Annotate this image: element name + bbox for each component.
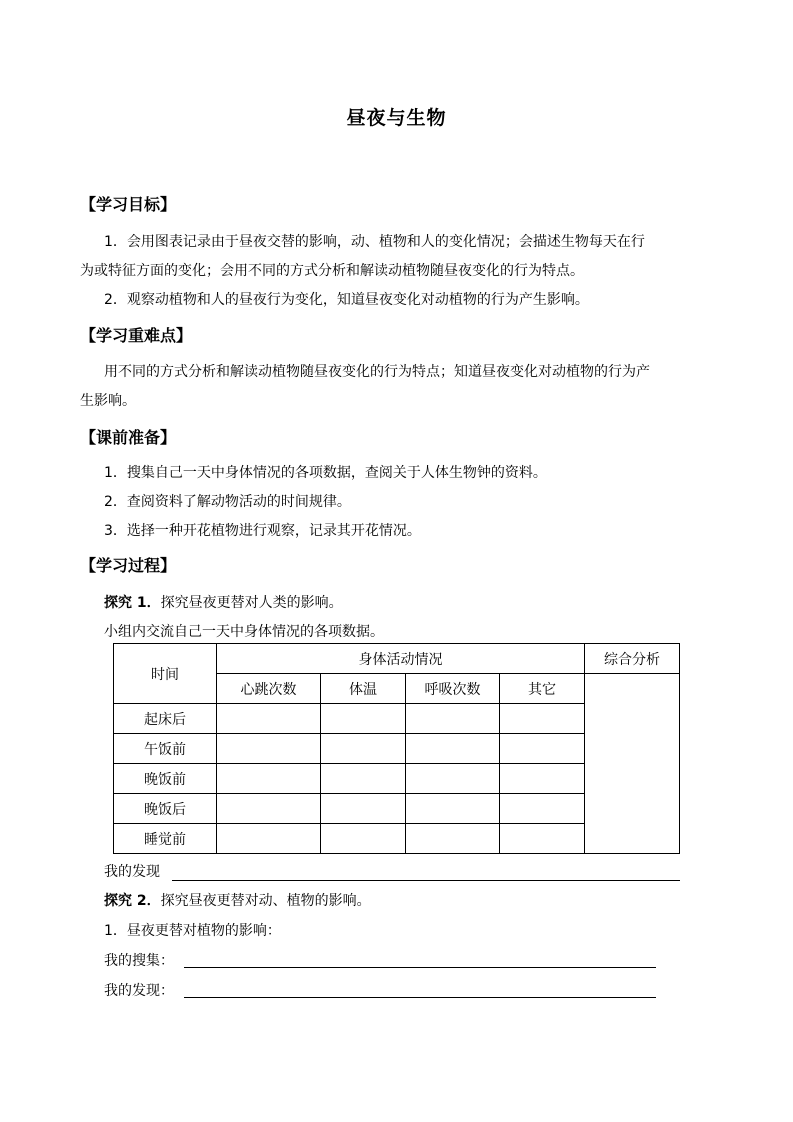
inquiry2-label: 探究 2． bbox=[104, 893, 161, 909]
table-cell bbox=[406, 734, 500, 764]
table-cell bbox=[500, 734, 585, 764]
goals-heading: 【学习目标】 bbox=[80, 195, 177, 214]
table-cell bbox=[217, 824, 321, 854]
my-finding2-line bbox=[184, 997, 656, 998]
goals-item1-line2: 为或特征方面的变化；会用不同的方式分析和解读动植物随昼夜变化的行为特点。 bbox=[80, 263, 584, 279]
header-body-activity: 身体活动情况 bbox=[217, 644, 585, 674]
goals-item1-line1: 1．会用图表记录由于昼夜交替的影响，动、植物和人的变化情况；会描述生物每天在行 bbox=[104, 234, 645, 250]
table-cell bbox=[321, 734, 406, 764]
inquiry1-text: 探究昼夜更替对人类的影响。 bbox=[160, 595, 343, 611]
my-finding2-label: 我的发现： bbox=[104, 983, 174, 999]
inquiry1-label: 探究 1． bbox=[104, 595, 161, 611]
row-label: 午饭前 bbox=[114, 734, 217, 764]
table-cell bbox=[406, 794, 500, 824]
preparation-item2: 2．查阅资料了解动物活动的时间规律。 bbox=[104, 494, 351, 510]
my-finding-line bbox=[172, 880, 680, 881]
row-label: 起床后 bbox=[114, 704, 217, 734]
table-cell bbox=[321, 764, 406, 794]
body-data-table bbox=[113, 643, 680, 854]
preparation-heading: 【课前准备】 bbox=[80, 428, 177, 447]
inquiry1-sub: 小组内交流自己一天中身体情况的各项数据。 bbox=[104, 624, 384, 640]
key-points-line2: 生影响。 bbox=[80, 393, 136, 409]
table-cell bbox=[500, 794, 585, 824]
header-temperature: 体温 bbox=[321, 674, 406, 704]
inquiry1-line bbox=[104, 588, 343, 618]
header-breathing: 呼吸次数 bbox=[406, 674, 500, 704]
header-analysis: 综合分析 bbox=[585, 644, 680, 674]
my-collect-line bbox=[184, 967, 656, 968]
header-other: 其它 bbox=[500, 674, 585, 704]
table-cell bbox=[217, 794, 321, 824]
table-cell bbox=[500, 764, 585, 794]
process-heading: 【学习过程】 bbox=[80, 556, 177, 575]
header-heartbeat: 心跳次数 bbox=[217, 674, 321, 704]
table-cell bbox=[217, 704, 321, 734]
my-collect-label: 我的搜集： bbox=[104, 953, 174, 969]
table-cell bbox=[406, 824, 500, 854]
row-label: 睡觉前 bbox=[114, 824, 217, 854]
goals-item2: 2．观察动植物和人的昼夜行为变化，知道昼夜变化对动植物的行为产生影响。 bbox=[104, 292, 589, 308]
table-cell bbox=[406, 764, 500, 794]
preparation-item1: 1．搜集自己一天中身体情况的各项数据，查阅关于人体生物钟的资料。 bbox=[104, 465, 547, 481]
table-cell bbox=[406, 704, 500, 734]
table-cell bbox=[500, 704, 585, 734]
table-cell bbox=[321, 794, 406, 824]
analysis-cell bbox=[585, 674, 680, 854]
row-label: 晚饭后 bbox=[114, 794, 217, 824]
row-label: 晚饭前 bbox=[114, 764, 217, 794]
page-title: 昼夜与生物 bbox=[346, 107, 447, 129]
table-cell bbox=[500, 824, 585, 854]
table-cell bbox=[321, 824, 406, 854]
table-cell bbox=[321, 704, 406, 734]
table-cell bbox=[217, 734, 321, 764]
table-cell bbox=[217, 764, 321, 794]
header-time: 时间 bbox=[114, 644, 217, 704]
inquiry2-sub: 1．昼夜更替对植物的影响： bbox=[104, 923, 281, 939]
inquiry2-line bbox=[104, 886, 371, 916]
my-finding-label: 我的发现 bbox=[104, 864, 160, 880]
key-points-heading: 【学习重难点】 bbox=[80, 326, 193, 345]
key-points-line1: 用不同的方式分析和解读动植物随昼夜变化的行为特点；知道昼夜变化对动植物的行为产 bbox=[104, 364, 650, 380]
preparation-item3: 3．选择一种开花植物进行观察，记录其开花情况。 bbox=[104, 523, 421, 539]
inquiry2-text: 探究昼夜更替对动、植物的影响。 bbox=[160, 893, 371, 909]
